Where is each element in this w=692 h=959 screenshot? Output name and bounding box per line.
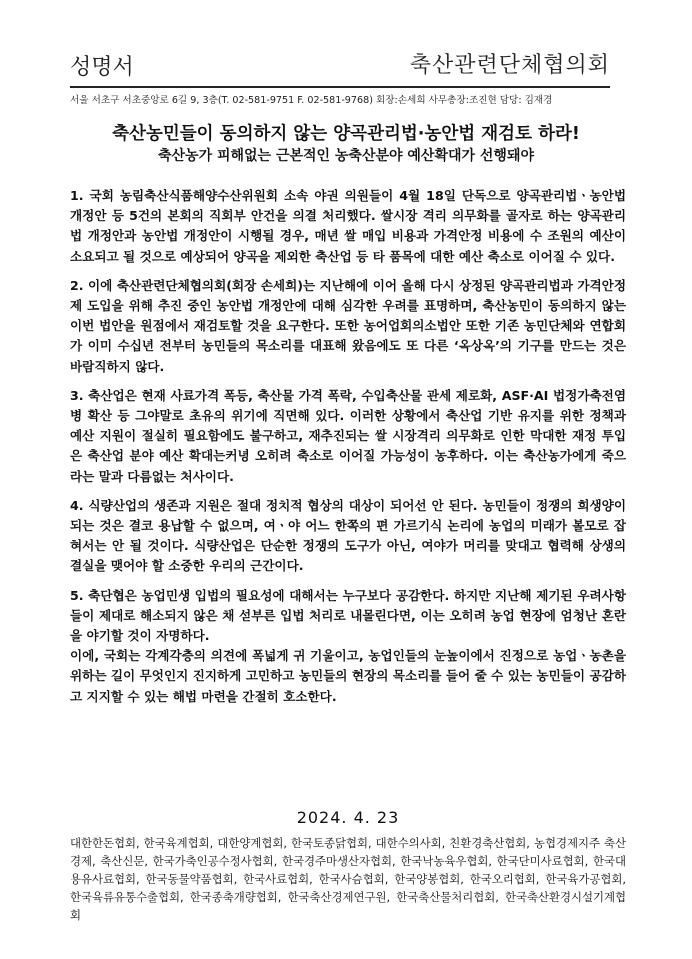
paragraph-4: 4. 식량산업의 생존과 지원은 절대 정치적 협상의 대상이 되어선 안 된다. 농민들이 정쟁의 희생양이 되는 것은 결코 용납할 수 없으며, 여ㆍ야 어느 한쪽의 편 가르기식 논리에 농업의 미래가 볼모로 잡혀서는 안 될 것이다. 식량산업은 단순한 정쟁의 도구가 아닌, 여야가 머리를 맞대고 협력해 상생의 결실을 맺어야 할 소중한 우리의 근간이다. <box>70 497 626 574</box>
header-divider <box>70 86 610 88</box>
paragraph-5: 5. 축단협은 농업민생 입법의 필요성에 대해서는 누구보다 공감한다. 하지만 지난해 제기된 우려사항들이 제대로 해소되지 않은 채 섣부른 입법 처리로 내몰린다면, 이는 오히려 농업 현장에 엄청난 혼란을 야기할 것이 자명하다. <box>70 587 626 644</box>
document-type: 성명서 <box>70 55 134 80</box>
organization-name: 축산관련단체협의회 <box>409 53 610 78</box>
paragraph-2: 2. 이에 축산관련단체협의회(회장 손세희)는 지난해에 이어 올해 다시 상정된 양곡관리법과 가격안정제 도입을 위해 추진 중인 농안법 개정안에 대해 심각한 우려를 표명하며, 축산농민이 동의하지 않는 이번 법안을 원점에서 재검토할 것을 요구한다. 또한 농어업회의소법안 또한 기존 농민단체와 연합회가 이미 수십년 전부터 농민들의 목소리를 대표해 왔음에도 또 다른 ‘옥상옥’의 기구를 만드는 것은 바람직하지 않다. <box>70 277 626 374</box>
paragraph-1: 1. 국회 농림축산식품해양수산위원회 소속 야권 의원들이 4월 18일 단독으로 양곡관리법ㆍ농안법 개정안 등 5건의 본회의 직회부 안건을 의결 처리했다. 쌀시장 격리 의무화를 골자로 하는 양곡관리법 개정안과 농안법 개정안이 시행될 경우, 매년 쌀 매입 비용과 가격안정 비용에 수 조원의 예산이 소요되고 될 것으로 예상되어 양곡을 제외한 축산업 등 타 품목에 대한 예산 축소로 이어질 수 있다. <box>70 188 626 264</box>
statement-subtitle: 축산농가 피해없는 근본적인 농축산분야 예산확대가 선행돼야 <box>158 148 534 164</box>
statement-title: 축산농민들이 동의하지 않는 양곡관리법·농안법 재검토 하라! <box>112 124 580 144</box>
paragraph-3: 3. 축산업은 현재 사료가격 폭등, 축산물 가격 폭락, 수입축산물 관세 제로화, ASF·AI 법정가축전염병 확산 등 그야말로 초유의 위기에 직면해 있다. 이러한 상황에서 축산업 기반 유지를 위한 정책과 예산 지원이 절실히 필요함에도 불구하고, 재추진되는 쌀 시장격리 의무화로 인한 막대한 재정 투입은 축산업 분야 예산 확대는커녕 오히려 축소로 이어질 가능성이 농후하다. 이는 축산농가에게 죽으라는 말과 다름없는 처사이다. <box>70 387 626 484</box>
document-header <box>70 48 610 82</box>
statement-body <box>70 186 626 707</box>
contact-line: 서울 서초구 서초중앙로 6길 9, 3층(T. 02-581-9751 F. 02-581-9768) 회장:손세희 사무총장:조진현 담당: 김재경 <box>70 95 553 106</box>
statement-date: 2024. 4. 23 <box>296 808 400 827</box>
paragraph-appeal: 이에, 국회는 각계각층의 의견에 폭넓게 귀 기울이고, 농업인들의 눈높이에서 진정으로 농업ㆍ농촌을 위하는 길이 무엇인지 진지하게 고민하고 농민들의 현장의 목소리를 들어 줄 수 있는 농민들이 공감하고 지지할 수 있는 해법 마련을 간절히 호소한다. <box>70 648 626 704</box>
member-organizations: 대한한돈협회, 한국육계협회, 대한양계협회, 한국토종닭협회, 대한수의사회, 친환경축산협회, 농협경제지주 축산경제, 축산신문, 한국가축인공수정사협회, 한국경주마생산자협회, 한국낙농육우협회, 한국단미사료협회, 한국대용유사료협회, 한국동물약품협회, 한국사료협회, 한국사슴협회, 한국양봉협회, 한국오리협회, 한국육가공협회, 한국육류유통수출협회, 한국종축개량협회, 한국축산경제연구원, 한국축산물처리협회, 한국축산환경시설기계협회 <box>70 836 626 922</box>
